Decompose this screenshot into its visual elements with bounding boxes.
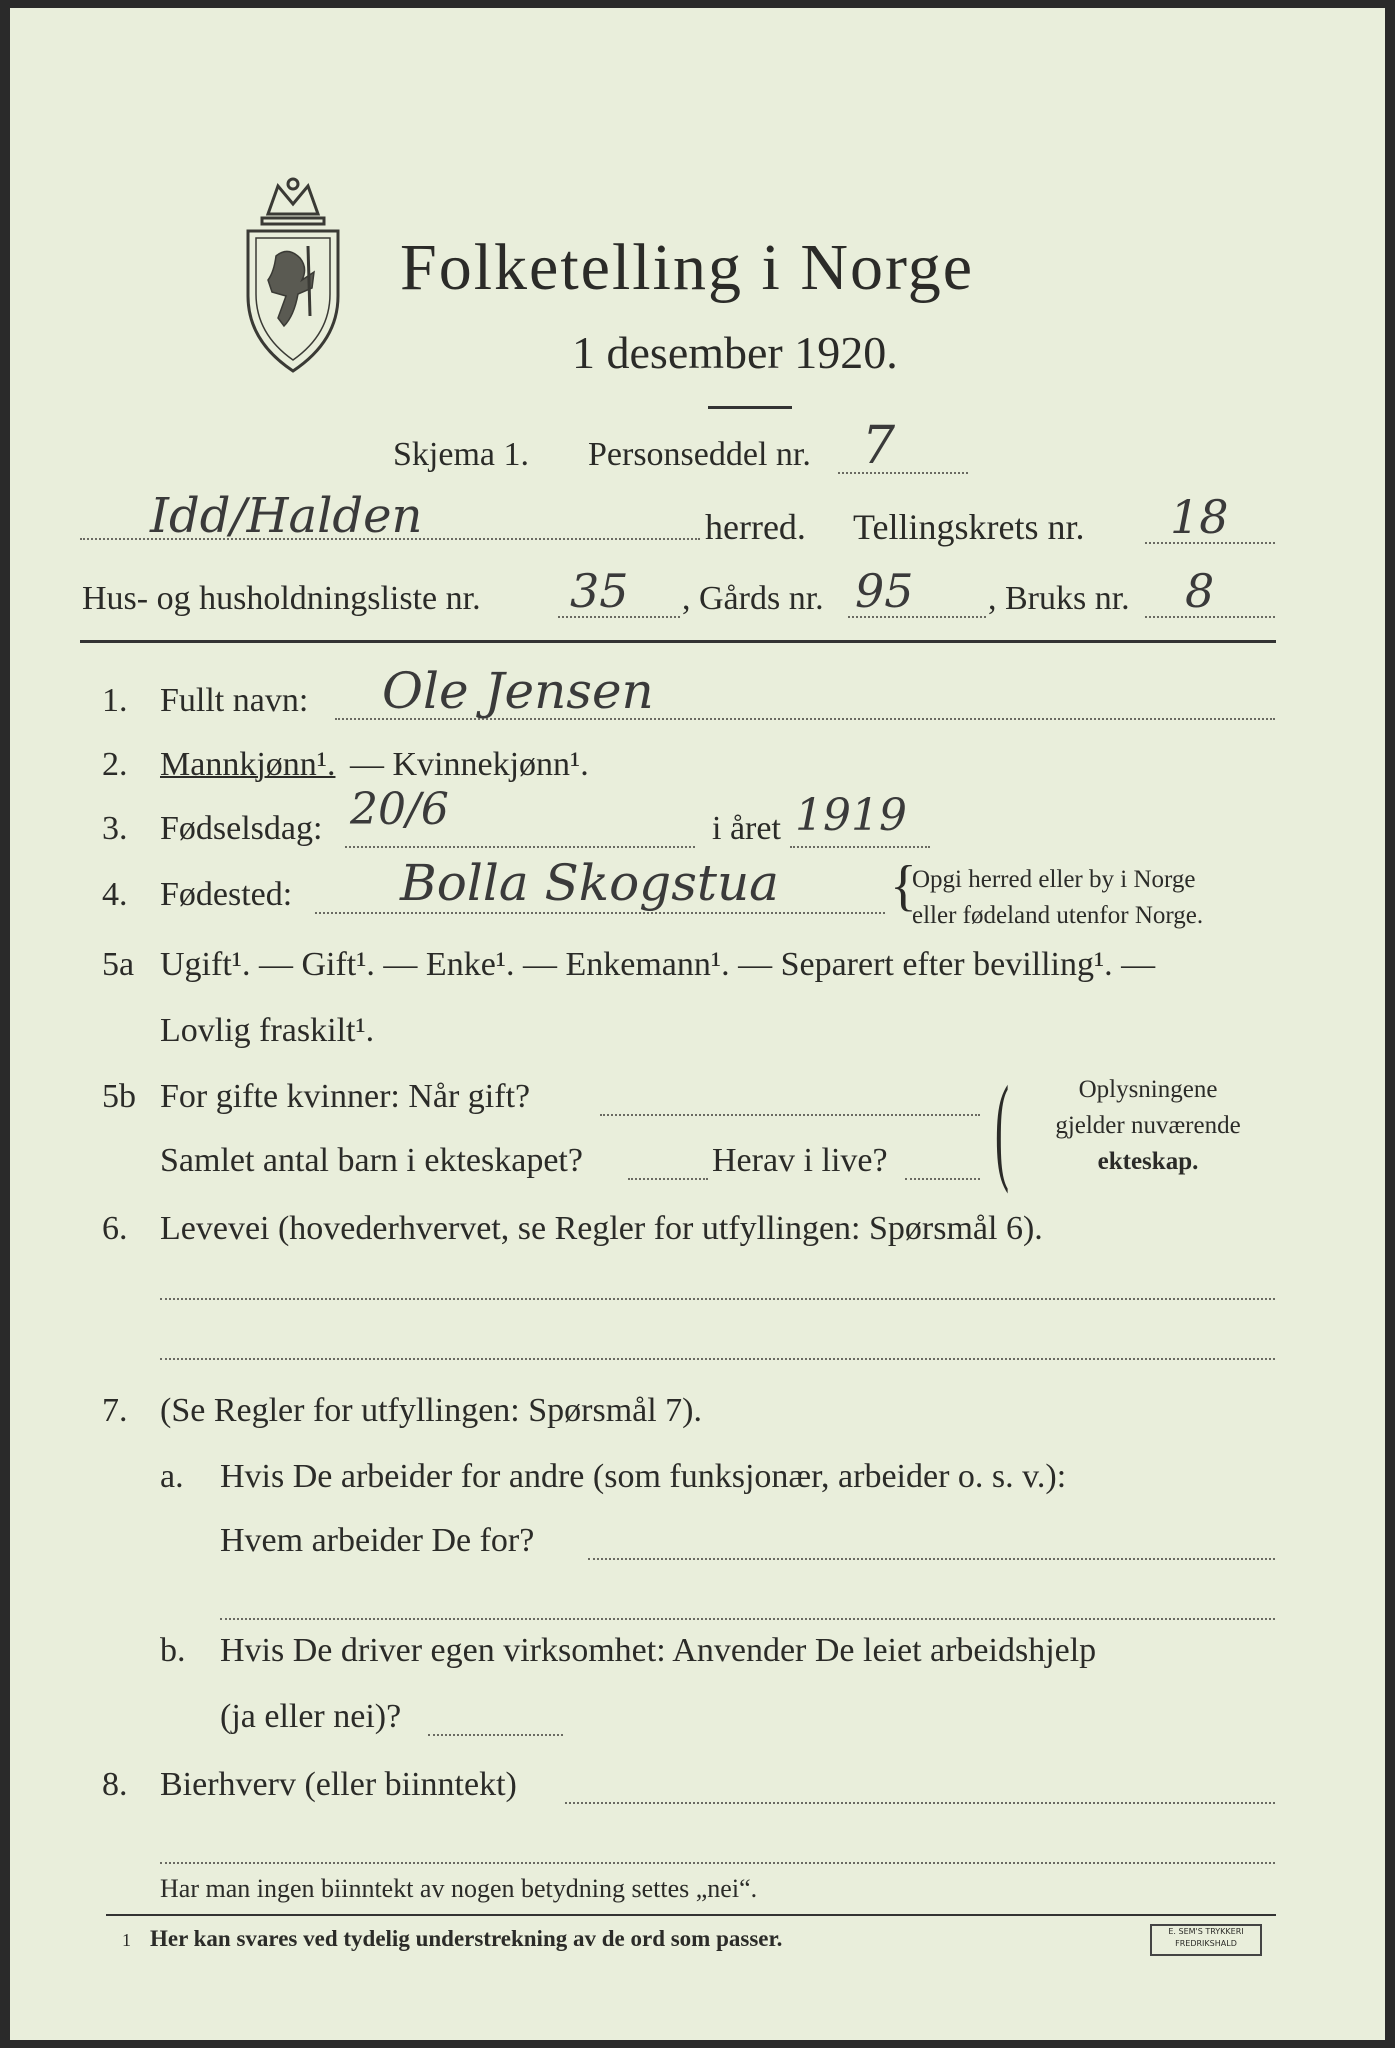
q7b-question: Hvis De driver egen virksomhet: Anvender De leiet arbeidshjelp bbox=[220, 1632, 1097, 1669]
footer-note: Har man ingen biinntekt av nogen betydning settes „nei“. bbox=[160, 1874, 758, 1903]
q8-line-1 bbox=[565, 1802, 1275, 1804]
footnote-mark: 1 bbox=[122, 1930, 131, 1950]
bruks-label: , Bruks nr. bbox=[988, 580, 1130, 617]
gards-value: 95 bbox=[855, 564, 914, 618]
tellingskrets-value: 18 bbox=[1170, 490, 1229, 544]
q5a-options-cont: Lovlig fraskilt¹. bbox=[160, 1012, 375, 1049]
tellingskrets-label: Tellingskrets nr. bbox=[853, 507, 1085, 547]
personseddel-label: Personseddel nr. bbox=[588, 436, 811, 473]
q3-year-value: 1919 bbox=[795, 790, 907, 841]
q6-number: 6. bbox=[102, 1210, 128, 1247]
q4-number: 4. bbox=[102, 876, 128, 913]
q7b-line bbox=[428, 1734, 563, 1736]
hus-value: 35 bbox=[570, 564, 629, 618]
header-rule bbox=[80, 640, 1276, 643]
footnote: Her kan svares ved tydelig understrekning av de ord som passer. bbox=[150, 1926, 783, 1951]
q2-male-option: Mannkjønn¹. bbox=[160, 746, 336, 783]
printer-stamp bbox=[1150, 1924, 1262, 1956]
printer-name: E. SEM'S TRYKKERI bbox=[1168, 1927, 1244, 1936]
q6-line-1 bbox=[160, 1298, 1275, 1300]
q5b-note-3: ekteskap. bbox=[1097, 1148, 1199, 1175]
q2-number: 2. bbox=[102, 746, 128, 783]
personseddel-line bbox=[838, 472, 968, 474]
q5a-options: Ugift¹. — Gift¹. — Enke¹. — Enkemann¹. — Separert efter bevilling¹. — bbox=[160, 946, 1156, 983]
bruks-value: 8 bbox=[1185, 564, 1215, 618]
q4-note-1: Opgi herred eller by i Norge bbox=[912, 866, 1196, 893]
q5b-married-when: For gifte kvinner: Når gift? bbox=[160, 1078, 531, 1115]
q5b-bracket: ( bbox=[995, 1061, 1009, 1194]
q8-label: Bierhverv (eller biinntekt) bbox=[160, 1766, 517, 1803]
q7a-employer-label: Hvem arbeider De for? bbox=[220, 1522, 535, 1559]
q7b-number: b. bbox=[160, 1632, 186, 1669]
q5b-alive-line bbox=[905, 1178, 980, 1180]
q7a-line-2 bbox=[220, 1618, 1275, 1620]
q4-brace: { bbox=[890, 855, 917, 917]
q8-line-2 bbox=[160, 1862, 1275, 1864]
q5b-number: 5b bbox=[102, 1078, 136, 1115]
q5b-line-1 bbox=[600, 1114, 980, 1116]
herred-value: Idd/Halden bbox=[150, 488, 423, 544]
q7b-answer-label: (ja eller nei)? bbox=[220, 1698, 402, 1735]
footer-rule bbox=[106, 1914, 1276, 1916]
form-title: Folketelling i Norge bbox=[400, 231, 975, 304]
title-divider bbox=[708, 406, 792, 409]
q3-number: 3. bbox=[102, 810, 128, 847]
q6-label: Levevei (hovederhvervet, se Regler for utfyllingen: Spørsmål 6). bbox=[160, 1210, 1043, 1247]
q7a-question: Hvis De arbeider for andre (som funksjonær, arbeider o. s. v.): bbox=[220, 1458, 1067, 1495]
coat-of-arms-icon bbox=[228, 176, 358, 376]
q5b-children-label: Samlet antal barn i ekteskapet? bbox=[160, 1142, 583, 1179]
q5b-note-2: gjelder nuværende bbox=[1055, 1112, 1241, 1139]
printer-city: FREDRIKSHALD bbox=[1175, 1939, 1237, 1948]
census-form bbox=[10, 8, 1385, 2040]
q3-line bbox=[345, 846, 695, 848]
q1-number: 1. bbox=[102, 682, 128, 719]
q3-value: 20/6 bbox=[350, 784, 449, 835]
q6-line-2 bbox=[160, 1358, 1275, 1360]
gards-label: , Gårds nr. bbox=[682, 580, 824, 617]
herred-label: herred. bbox=[705, 507, 806, 547]
q4-line bbox=[315, 912, 885, 914]
q8-number: 8. bbox=[102, 1766, 128, 1803]
q7-label: (Se Regler for utfyllingen: Spørsmål 7). bbox=[160, 1392, 703, 1429]
q4-value: Bolla Skogstua bbox=[400, 854, 779, 912]
q5a-number: 5a bbox=[102, 946, 135, 983]
q7a-line-1 bbox=[588, 1558, 1275, 1560]
q3-year-label: i året bbox=[712, 810, 781, 847]
q5b-children-line bbox=[628, 1178, 708, 1180]
q1-value: Ole Jensen bbox=[382, 662, 654, 720]
q3-label: Fødselsdag: bbox=[160, 810, 323, 847]
q5b-note-1: Oplysningene bbox=[1078, 1076, 1218, 1103]
q7a-number: a. bbox=[160, 1458, 184, 1495]
q7-number: 7. bbox=[102, 1392, 128, 1429]
q4-label: Fødested: bbox=[160, 876, 293, 913]
personseddel-value: 7 bbox=[862, 416, 896, 476]
schema-label: Skjema 1. bbox=[393, 436, 529, 473]
census-date: 1 desember 1920. bbox=[572, 327, 898, 378]
q3-year-line bbox=[790, 846, 930, 848]
q2-female-option: — Kvinnekjønn¹. bbox=[350, 746, 589, 783]
q1-label: Fullt navn: bbox=[160, 682, 309, 719]
q4-note-2: eller fødeland utenfor Norge. bbox=[912, 902, 1204, 929]
hus-label: Hus- og husholdningsliste nr. bbox=[82, 580, 481, 617]
q5b-alive-label: Herav i live? bbox=[712, 1142, 888, 1179]
